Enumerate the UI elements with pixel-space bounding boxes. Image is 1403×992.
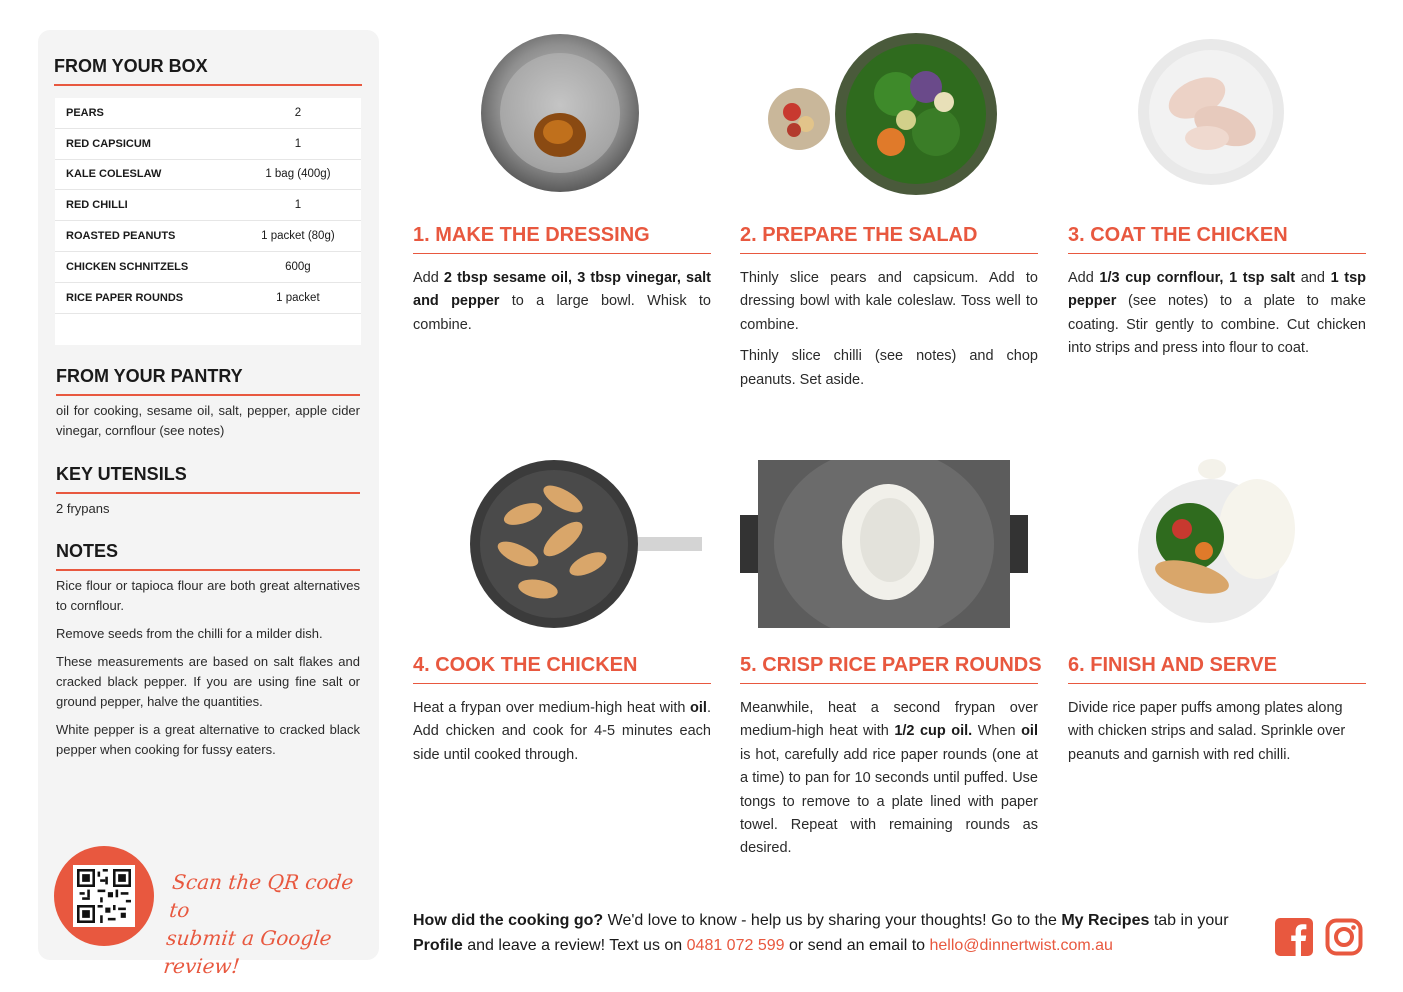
chicken-plate-photo — [1137, 38, 1285, 186]
step-6-text — [1068, 697, 1366, 775]
step-4-title: 4. COOK THE CHICKEN — [413, 654, 711, 684]
step-text-part: and — [1295, 270, 1331, 286]
step-5-text — [740, 697, 1038, 869]
step-text-part: Meanwhile, heat a second frypan over medium-high heat with — [740, 700, 1038, 740]
footer-text: and leave a review! Text us on — [462, 937, 687, 954]
qr-caption-line: Scan the QR code to — [168, 870, 355, 922]
step-6-title: 6. FINISH AND SERVE — [1068, 654, 1366, 684]
step-3-title: 3. COAT THE CHICKEN — [1068, 224, 1366, 254]
footer-text: or send an email to — [784, 937, 930, 954]
footer-profile: Profile — [413, 937, 463, 954]
utensils-heading: KEY UTENSILS — [56, 464, 360, 494]
footer-phone-link[interactable]: 0481 072 599 — [686, 937, 785, 954]
footer-email-link[interactable]: hello@dinnertwist.com.au — [929, 937, 1113, 954]
step-text-bold: 2 tbsp sesame oil, 3 tbsp vinegar, salt and pepper — [413, 270, 711, 310]
frypan-chicken-photo — [468, 459, 704, 629]
ingredient-qty: 1 packet (80g) — [261, 230, 335, 243]
step-3-text — [1068, 267, 1366, 369]
step-text-part: Add — [1068, 270, 1100, 286]
ingredient-name: ROASTED PEANUTS — [66, 230, 176, 243]
step-text-part: Add — [413, 270, 444, 286]
ingredient-name: PEARS — [66, 106, 104, 119]
note-item: These measurements are based on salt flakes and cracked black pepper. If you are using fine salt or ground pepper, halve the quantities. — [56, 654, 360, 709]
facebook-icon[interactable] — [1275, 918, 1313, 956]
qr-code — [73, 865, 135, 927]
pantry-heading: FROM YOUR PANTRY — [56, 366, 360, 396]
rice-paper-frypan-photo — [740, 460, 1030, 628]
salad-bowl-photo — [766, 32, 1000, 198]
ingredient-qty: 2 — [294, 106, 302, 119]
step-paragraph: Thinly slice chilli (see notes) and chop peanuts. Set aside. — [740, 348, 1038, 388]
step-paragraph: Divide rice paper puffs among plates along with chicken strips and salad. Sprinkle over peanuts and garnish with red chilli. — [1068, 700, 1346, 763]
ingredient-row — [55, 98, 361, 129]
step-text-bold: oil — [1021, 723, 1038, 740]
note-item: Rice flour or tapioca flour are both great alternatives to cornflour. — [56, 578, 360, 613]
ingredient-qty: 600g — [285, 260, 311, 273]
step-4-text — [413, 697, 711, 775]
step-text-bold: 1/2 cup oil. — [894, 723, 973, 740]
step-text-part: . Add chicken and cook for 4-5 minutes each side until cooked through. — [413, 700, 711, 763]
ingredient-name: CHICKEN SCHNITZELS — [66, 260, 189, 273]
step-1-title: 1. MAKE THE DRESSING — [413, 224, 711, 254]
from-your-box-heading: FROM YOUR BOX — [54, 56, 362, 86]
ingredient-row — [55, 190, 361, 221]
step-text-part: to a large bowl. Whisk to combine. — [413, 293, 711, 333]
ingredient-name: KALE COLESLAW — [66, 168, 162, 181]
dressing-bowl-photo — [478, 32, 642, 194]
ingredient-qty: 1 — [294, 137, 302, 150]
ingredient-qty: 1 packet — [276, 291, 320, 304]
ingredient-name: RED CAPSICUM — [66, 137, 151, 150]
step-5-title: 5. CRISP RICE PAPER ROUNDS — [740, 654, 1038, 684]
step-text-bold: oil — [690, 700, 707, 716]
footer-text: tab in your — [1149, 912, 1229, 929]
step-text-part: is hot, carefully add rice paper rounds (one at a time) to pan for 10 seconds until puffed. Use tongs to remove to a plate lined with paper towel. Repeat with remaining rounds as desired. — [740, 746, 1038, 857]
ingredients-table — [55, 98, 361, 345]
step-2-text — [740, 267, 1038, 400]
pantry-text: oil for cooking, sesame oil, salt, pepper, apple cider vinegar, cornflour (see notes) — [56, 403, 360, 438]
sidebar — [38, 30, 379, 978]
qr-caption — [162, 868, 374, 980]
step-paragraph: Thinly slice pears and capsicum. Add to dressing bowl with kale coleslaw. Toss well to combine. — [740, 270, 1038, 333]
qr-code-icon — [77, 869, 131, 923]
qr-caption-line: submit a Google review! — [162, 926, 333, 978]
footer-text: We'd love to know - help us by sharing your thoughts! Go to the — [603, 912, 1062, 929]
note-item: White pepper is a great alternative to cracked black pepper when cooking for fussy eaters. — [56, 722, 360, 757]
step-text-bold: 1/3 cup cornflour, 1 tsp salt — [1099, 270, 1296, 286]
step-1-text — [413, 267, 711, 345]
ingredient-row — [55, 160, 361, 191]
ingredient-name: RED CHILLI — [66, 199, 128, 212]
footer-my-recipes: My Recipes — [1061, 912, 1150, 929]
step-text-bold: 1 tsp pepper — [1068, 270, 1366, 310]
ingredient-qty: 1 bag (400g) — [265, 168, 331, 181]
ingredient-row — [55, 129, 361, 160]
instagram-icon[interactable] — [1325, 918, 1363, 956]
step-2-title: 2. PREPARE THE SALAD — [740, 224, 1038, 254]
ingredient-row — [55, 283, 361, 314]
step-text-part: Heat a frypan over medium-high heat with — [413, 700, 691, 716]
step-text-part: When — [972, 723, 1022, 740]
finished-dish-photo — [1132, 459, 1298, 629]
ingredient-row — [55, 252, 361, 283]
footer-question: How did the cooking go? — [413, 912, 604, 929]
ingredient-qty: 1 — [294, 199, 302, 212]
note-item: Remove seeds from the chilli for a milder dish. — [56, 626, 323, 641]
notes-heading: NOTES — [56, 541, 360, 571]
utensils-text: 2 frypans — [56, 501, 110, 516]
ingredient-row — [55, 221, 361, 252]
qr-code-badge[interactable] — [54, 846, 154, 946]
step-text-part: (see notes) to a plate to make coating. Stir gently to combine. Cut chicken into strips and press into flour to coat. — [1068, 293, 1366, 357]
review-footer — [413, 908, 1263, 958]
ingredient-name: RICE PAPER ROUNDS — [66, 291, 184, 304]
notes-list — [56, 576, 360, 768]
